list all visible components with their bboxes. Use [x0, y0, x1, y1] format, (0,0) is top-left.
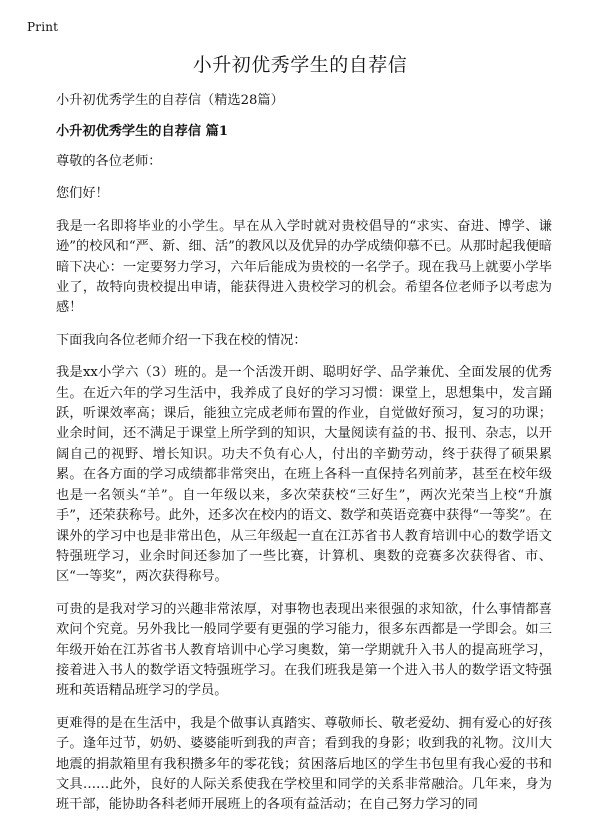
- paragraph-learning-ability: 可贵的是我对学习的兴趣非常浓厚，对事物也表现出来很强的求知欲，什么事情都喜欢问个究竟。另外我比一般同学要有更强的学习能力，很多东西都是一学即会。如三年级开始在江苏省书人教育培训中心学习奥数，第一学期就升入书人的提高班学习，接着进入书人的数学语文特强班学习。在我们班我是第一个进入书人的数学语文特强班和英语精品班学习的学员。: [56, 601, 552, 699]
- paragraph-character: 更难得的是在生活中，我是个做事认真踏实、尊敬师长、敬老爱幼、拥有爱心的好孩子。逢年过节，奶奶、婆婆能听到我的声音；看到我的身影；收到我的礼物。汶川大地震的捐款箱里有我积攒多年的零花钱；贫困落后地区的学生书包里有我心爱的书和文具……此外，良好的人际关系使我在学校里和同学的关系非常融洽。几年来，身为班干部，能协助各科老师开展班上的各项有益活动；在自己努力学习的同: [56, 715, 552, 813]
- section-title: 小升初优秀学生的自荐信 篇1: [56, 124, 229, 139]
- paragraph-school-record: 我是xx小学六（3）班的。是一个活泼开朗、聪明好学、品学兼优、全面发展的优秀生。在近六年的学习生活中，我养成了良好的学习习惯：课堂上，思想集中，发言踊跃，听课效率高；课后，能独立完成老师布置的作业，自觉做好预习，复习的功课；业余时间，还不满足于课堂上所学到的知识，大量阅读有益的书、报刊、杂志，以开阔自己的视野、增长知识。功夫不负有心人，付出的辛勤劳动，终于获得了硕果累累。在各方面的学习成绩都非常突出，在班上各科一直保持名列前茅，甚至在校年级也是一名领头“羊”。自一年级以来，多次荣获校“三好生”，两次光荣当上校“升旗手”，还荣获称号。此外，还多次在校内的语文、数学和英语竞赛中获得“一等奖”。在课外的学习中也是非常出色，从三年级起一直在江苏省书人教育培训中心的数学语文特强班学习，业余时间还参加了一些比赛，计算机、奥数的竞赛多次获得省、市、区“一等奖”，两次获得称号。: [56, 365, 552, 585]
- salutation: 尊敬的各位老师：: [56, 154, 162, 169]
- paragraph-transition: 下面我向各位老师介绍一下我在校的情况：: [56, 332, 307, 348]
- paragraph-intro: 我是一名即将毕业的小学生。早在从入学时就对贵校倡导的“求实、奋进、博学、谦逊”的校风和“严、新、细、活”的教风以及优异的办学成绩仰慕不已。从那时起我便暗暗下决心：一定要努力学习，六年后能成为贵校的一名学子。现在我马上就要小学毕业了，故特向贵校提出申请，能获得进入贵校学习的机会。希望各位老师予以考虑为感！: [56, 218, 552, 316]
- document-subtitle: 小升初优秀学生的自荐信（精选28篇）: [56, 93, 284, 108]
- print-label: Print: [27, 20, 59, 34]
- greeting: 您们好！: [56, 186, 109, 202]
- document-title: 小升初优秀学生的自荐信: [192, 54, 408, 76]
- document-body: [56, 92, 552, 828]
